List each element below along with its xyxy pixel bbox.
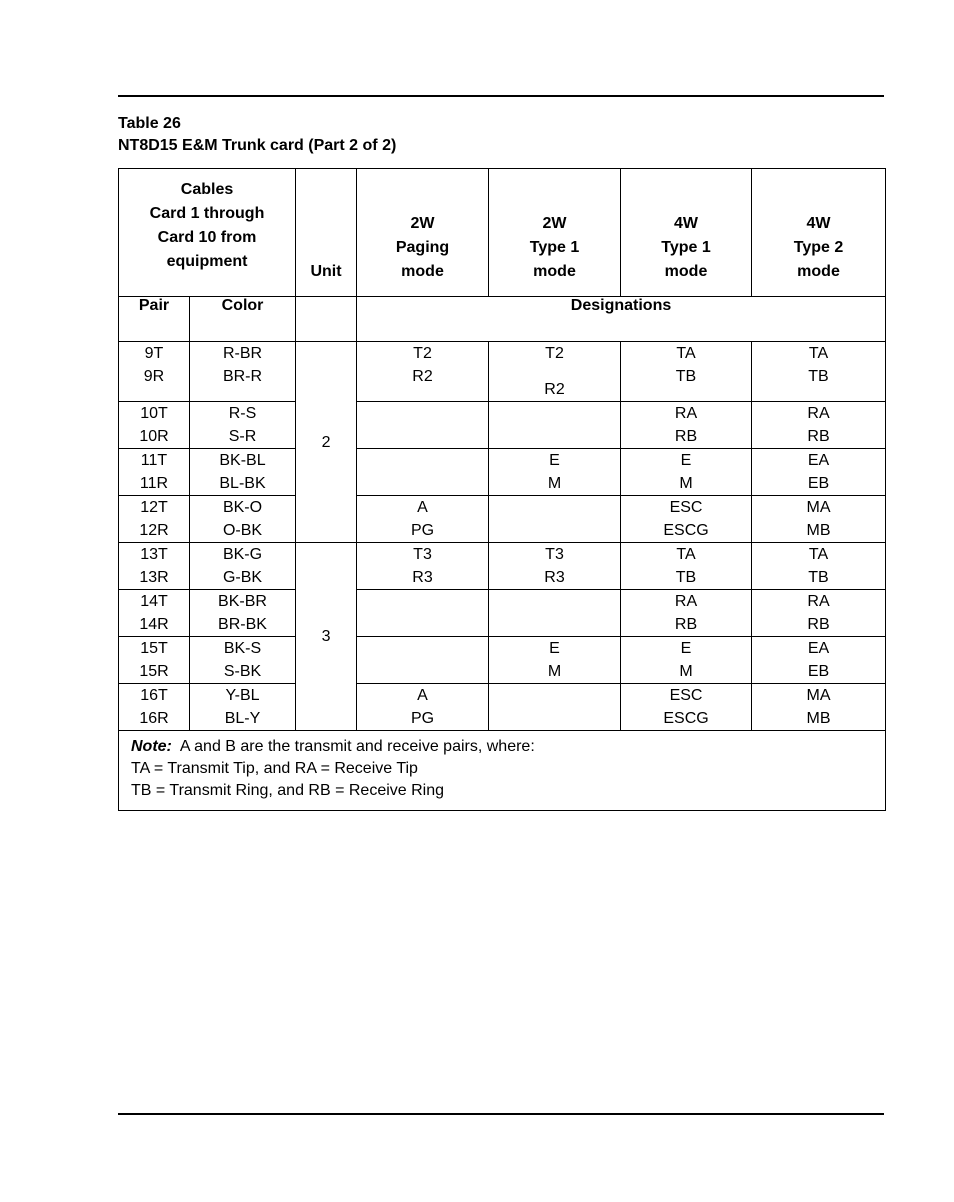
header-line: 4W [806, 215, 831, 232]
color-cell [190, 637, 296, 684]
cell-line: BL-Y [224, 710, 261, 727]
w2t1-cell [489, 449, 621, 496]
w4t1-cell [621, 684, 752, 731]
w4t2-cell [752, 684, 886, 731]
cell-line: 9T [144, 345, 164, 362]
cell-line: TB [675, 368, 697, 385]
cell-line: O-BK [222, 522, 263, 539]
cell-line: ESCG [663, 522, 709, 539]
table-title: NT8D15 E&M Trunk card (Part 2 of 2) [118, 137, 397, 154]
cell-line: TA [676, 546, 696, 563]
header-row [119, 169, 886, 297]
cell-line: BR-BK [218, 616, 267, 633]
cell-line: 10R [139, 428, 169, 445]
cell-line: R2 [412, 368, 433, 385]
table-row [119, 402, 886, 449]
cell-line: 16T [140, 687, 168, 704]
cell-line: ESC [669, 499, 703, 516]
cell-line: BK-O [222, 499, 263, 516]
w2t1-cell [489, 402, 621, 449]
cell-line: T2 [413, 345, 432, 362]
header-designations: Designations [357, 297, 886, 342]
note-line-3: TB = Transmit Ring, and RB = Receive Ring [131, 782, 445, 799]
table-row [119, 543, 886, 590]
table-row [119, 342, 886, 402]
w4t2-cell [752, 342, 886, 402]
cell-line: RB [674, 428, 698, 445]
color-cell [190, 342, 296, 402]
w4t2-cell [752, 637, 886, 684]
note-text: A and B are the transmit and receive pairs, where: [179, 738, 535, 755]
header-line: mode [533, 263, 576, 280]
cell-line: ESC [669, 687, 703, 704]
cell-line: TA [808, 546, 829, 563]
pair-cell [119, 637, 190, 684]
cell-line: BK-BL [219, 452, 266, 469]
cell-line: 14T [140, 593, 168, 610]
color-cell [190, 402, 296, 449]
w2t1-cell [489, 543, 621, 590]
cell-line: RA [674, 405, 698, 422]
pair-cell [119, 684, 190, 731]
top-rule [118, 95, 884, 97]
cell-line: 14R [139, 616, 169, 633]
cell-line: TB [808, 569, 829, 586]
table-row [119, 590, 886, 637]
cell-line: A [417, 499, 428, 516]
w2t1-cell [489, 342, 621, 402]
cell-line: BK-S [223, 640, 262, 657]
header-4w-type1 [621, 169, 752, 297]
unit-cell: 2 [296, 342, 357, 543]
note-row [119, 731, 886, 811]
cell-line: R-S [228, 405, 257, 422]
cell-line: RB [674, 616, 698, 633]
cell-line: 15R [139, 663, 169, 680]
w4t1-cell [621, 543, 752, 590]
w4t2-cell [752, 543, 886, 590]
header-2w-type1 [489, 169, 621, 297]
cell-line: 13T [140, 546, 168, 563]
header-line: Type 1 [529, 239, 580, 256]
cell-line: RB [807, 428, 830, 445]
header-line: Type 1 [661, 239, 711, 256]
paging-cell [357, 342, 489, 402]
paging-cell [357, 402, 489, 449]
header-unit: Unit [296, 169, 357, 297]
trunk-card-table [118, 168, 886, 811]
note-line-2: TA = Transmit Tip, and RA = Receive Tip [131, 760, 418, 777]
subheader-row [119, 297, 886, 342]
cell-line: TA [676, 345, 696, 362]
cell-line: M [679, 663, 693, 680]
cell-line: BR-R [222, 368, 263, 385]
cell-line: BK-BR [218, 593, 267, 610]
cell-line: T3 [545, 546, 564, 563]
w4t2-cell [752, 590, 886, 637]
cell-line: BK-G [222, 546, 263, 563]
cell-line: MB [806, 522, 831, 539]
header-4w-type2 [752, 169, 886, 297]
note-line-1 [131, 736, 873, 758]
bottom-rule [118, 1113, 884, 1115]
header-line: 4W [674, 215, 699, 232]
w4t1-cell [621, 449, 752, 496]
cell-line: T3 [413, 546, 432, 563]
header-line: Type 2 [793, 239, 844, 256]
color-cell [190, 543, 296, 590]
cell-line: MA [806, 499, 831, 516]
cell-line: RA [674, 593, 698, 610]
cell-line: A [417, 687, 428, 704]
w4t1-cell [621, 402, 752, 449]
paging-cell [357, 684, 489, 731]
table-row [119, 637, 886, 684]
cell-line: RB [807, 616, 830, 633]
pair-cell [119, 342, 190, 402]
cell-line: 11R [139, 475, 169, 492]
cell-line: MA [806, 687, 831, 704]
cell-line: R2 [544, 381, 565, 398]
cell-line: 11T [140, 452, 168, 469]
cell-line: BL-BK [219, 475, 266, 492]
cell-line: R3 [544, 569, 565, 586]
cell-line: Y-BL [225, 687, 260, 704]
header-color: Color [190, 297, 296, 342]
cell-line: MB [806, 710, 831, 727]
color-cell [190, 496, 296, 543]
header-cables-line: equipment [166, 253, 248, 270]
cell-line: E [680, 452, 692, 469]
header-line: mode [401, 263, 444, 280]
header-line: mode [797, 263, 840, 280]
cell-line: ESCG [663, 710, 709, 727]
cell-line: S-BK [223, 663, 262, 680]
cell-line: 10T [140, 405, 168, 422]
header-unit-blank [296, 297, 357, 342]
color-cell [190, 684, 296, 731]
header-cables-line: Card 10 from [157, 229, 257, 246]
w2t1-cell [489, 590, 621, 637]
pair-cell [119, 543, 190, 590]
cell-line: EA [807, 640, 830, 657]
cell-line: E [680, 640, 692, 657]
table-number: Table 26 [118, 115, 181, 132]
w2t1-cell [489, 684, 621, 731]
header-pair: Pair [119, 297, 190, 342]
cell-line: EA [807, 452, 830, 469]
cell-line: 12T [140, 499, 168, 516]
cell-line: R-BR [222, 345, 263, 362]
header-2w-paging [357, 169, 489, 297]
cell-line: 12R [139, 522, 169, 539]
w2t1-cell [489, 637, 621, 684]
header-line: 2W [542, 215, 567, 232]
color-cell [190, 449, 296, 496]
cell-line: S-R [228, 428, 257, 445]
cell-line: R3 [412, 569, 433, 586]
cell-line: TA [808, 345, 829, 362]
pair-cell [119, 590, 190, 637]
pair-cell [119, 402, 190, 449]
header-line: mode [664, 263, 708, 280]
header-cables-line: Card 1 through [149, 205, 265, 222]
w4t1-cell [621, 590, 752, 637]
color-cell [190, 590, 296, 637]
cell-line: T2 [545, 345, 564, 362]
cell-line: RA [807, 593, 830, 610]
table-row [119, 496, 886, 543]
paging-cell [357, 543, 489, 590]
header-cables [119, 169, 296, 297]
cell-line: 15T [140, 640, 168, 657]
cell-line: 13R [139, 569, 169, 586]
note-label: Note: [131, 738, 172, 755]
cell-line: E [549, 452, 560, 469]
unit-cell: 3 [296, 543, 357, 731]
cell-line: PG [410, 522, 435, 539]
paging-cell [357, 637, 489, 684]
cell-line: G-BK [222, 569, 263, 586]
table-row [119, 684, 886, 731]
w4t1-cell [621, 342, 752, 402]
header-line: 2W [410, 215, 435, 232]
cell-line: TB [808, 368, 829, 385]
paging-cell [357, 590, 489, 637]
w4t2-cell [752, 449, 886, 496]
cell-line: RA [807, 405, 830, 422]
cell-line: M [679, 475, 693, 492]
cell-line: PG [410, 710, 435, 727]
w4t2-cell [752, 402, 886, 449]
cell-line: M [547, 475, 562, 492]
pair-cell [119, 449, 190, 496]
table-caption [118, 113, 396, 157]
cell-line: TB [675, 569, 697, 586]
paging-cell [357, 496, 489, 543]
cell-line: 16R [139, 710, 169, 727]
cell-line: 9R [143, 368, 165, 385]
cell-line: M [547, 663, 562, 680]
table-note [119, 731, 886, 811]
paging-cell [357, 449, 489, 496]
w4t1-cell [621, 496, 752, 543]
cell-line: EB [807, 663, 830, 680]
w4t2-cell [752, 496, 886, 543]
cell-gap [489, 365, 620, 378]
w2t1-cell [489, 496, 621, 543]
w4t1-cell [621, 637, 752, 684]
header-cables-line: Cables [180, 181, 234, 198]
pair-cell [119, 496, 190, 543]
header-line: Paging [395, 239, 450, 256]
cell-line: E [549, 640, 560, 657]
cell-line: EB [807, 475, 830, 492]
table-row [119, 449, 886, 496]
